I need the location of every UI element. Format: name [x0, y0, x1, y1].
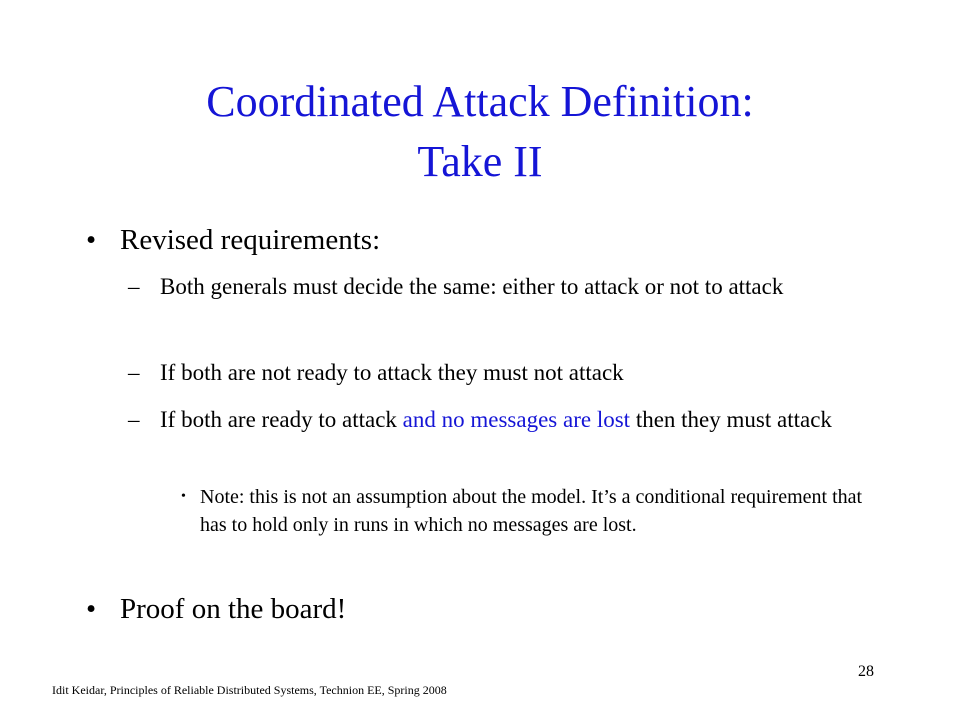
dash-marker: – [128, 407, 140, 432]
bullet-text: Proof on the board! [120, 593, 347, 625]
sub-item-text: Both generals must decide the same: either to attack or not to attack [160, 274, 784, 299]
bullet-marker: • [86, 224, 97, 256]
slide-title-line-2: Take II [417, 137, 543, 186]
bullet-marker: • [86, 593, 97, 625]
sub-item-text-before: If both are ready to attack [160, 407, 403, 432]
bullet-marker: • [181, 489, 186, 504]
sub-item-text [160, 404, 890, 436]
sub-item-text: If both are not ready to attack they must not attack [160, 360, 624, 385]
slide-title-line-1: Coordinated Attack Definition: [206, 77, 754, 126]
dash-marker: – [128, 360, 140, 385]
highlighted-phrase: and no messages are lost [402, 407, 631, 432]
page-number: 28 [858, 663, 874, 680]
note-text: Note: this is not an assumption about the model. It’s a conditional requirement that has to hold only in runs in which no messages are lost. [200, 486, 863, 536]
dash-marker: – [128, 274, 140, 299]
bullet-text: Revised requirements: [120, 224, 381, 256]
sub-item-text-after: then they must attack [630, 407, 832, 432]
slide-footer: Idit Keidar, Principles of Reliable Distributed Systems, Technion EE, Spring 2008 [52, 683, 447, 697]
slide-title [60, 72, 900, 192]
